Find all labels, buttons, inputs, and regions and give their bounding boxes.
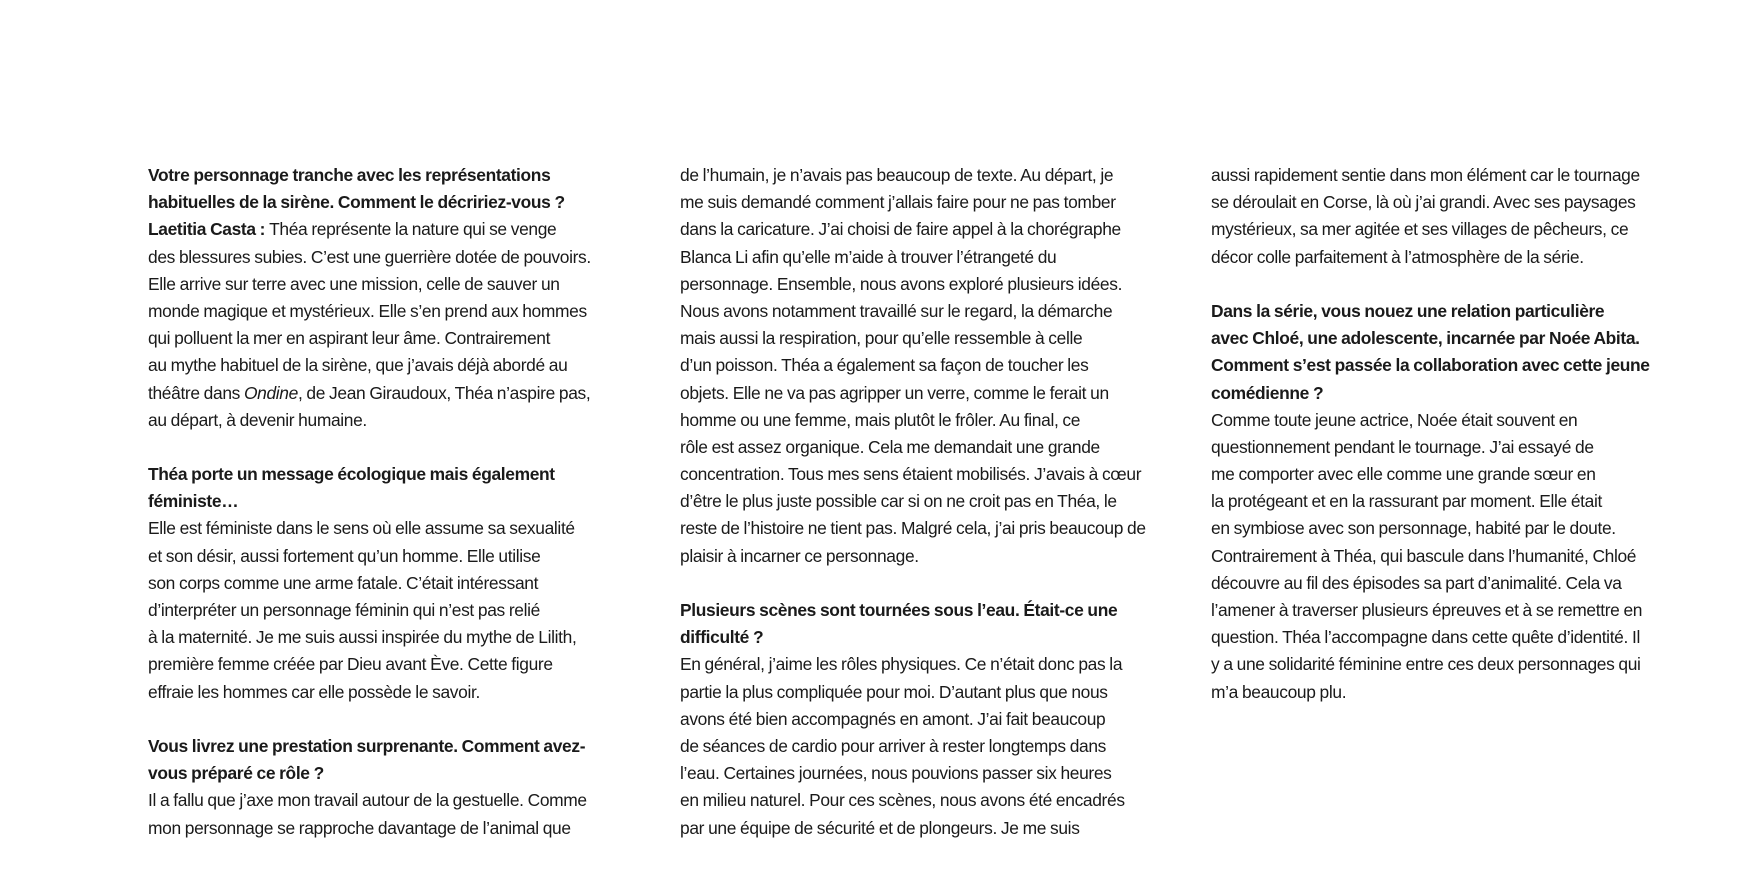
answer-line: première femme créée par Dieu avant Ève. Cette figure (148, 654, 553, 675)
answer-line: mon personnage se rapproche davantage de l’animal que (148, 817, 571, 838)
answer-line: reste de l’histoire ne tient pas. Malgré cela, j’ai pris beaucoup de (680, 518, 1146, 539)
answer-line: de séances de cardio pour arriver à rester longtemps dans (680, 735, 1107, 756)
answer-text: Théa représente la nature qui se venge (269, 219, 557, 240)
question-line: habituelles de la sirène. Comment le décririez-vous ? (148, 192, 565, 213)
question-line: Dans la série, vous nouez une relation particulière (1211, 300, 1605, 321)
answer-line: Elle arrive sur terre avec une mission, celle de sauver un (148, 273, 560, 294)
answer-line: en symbiose avec son personnage, habité par le doute. (1211, 518, 1616, 539)
answer-line: Nous avons notamment travaillé sur le regard, la démarche (680, 300, 1113, 321)
paragraph-gap (680, 570, 1188, 597)
question-line: difficulté ? (680, 627, 764, 648)
answer-line: Contrairement à Théa, qui bascule dans l’humanité, Chloé (1211, 545, 1637, 566)
article-column-2 (680, 162, 1188, 842)
speaker-name: Laetitia Casta : (148, 219, 270, 240)
answer-line: questionnement pendant le tournage. J’ai essayé de (1211, 436, 1594, 457)
question-line: féministe… (148, 491, 239, 512)
question-line: Théa porte un message écologique mais également (148, 464, 555, 485)
question-line: avec Chloé, une adolescente, incarnée par Noée Abita. (1211, 328, 1640, 349)
question-line: Comment s’est passée la collaboration avec cette jeune (1211, 355, 1650, 376)
answer-line: d’un poisson. Théa a également sa façon de toucher les (680, 355, 1089, 376)
answer-line: Comme toute jeune actrice, Noée était souvent en (1211, 409, 1578, 430)
answer-line: personnage. Ensemble, nous avons exploré plusieurs idées. (680, 273, 1123, 294)
answer-line: l’amener à traverser plusieurs épreuves et à se remettre en (1211, 600, 1643, 620)
answer-line: son corps comme une arme fatale. C’était intéressant (148, 572, 539, 593)
question-line: Plusieurs scènes sont tournées sous l’eau. Était-ce une (680, 600, 1118, 620)
question-line: comédienne ? (1211, 382, 1324, 403)
answer-line: mystérieux, sa mer agitée et ses villages de pêcheurs, ce (1211, 219, 1629, 240)
answer-line: En général, j’aime les rôles physiques. Ce n’était donc pas la (680, 654, 1123, 675)
answer-line: de l’humain, je n’avais pas beaucoup de texte. Au départ, je (680, 165, 1114, 185)
answer-line: Il a fallu que j’axe mon travail autour de la gestuelle. Comme (148, 790, 587, 811)
answer-line: aussi rapidement sentie dans mon élément car le tournage (1211, 165, 1640, 185)
answer-line: monde magique et mystérieux. Elle s’en prend aux hommes (148, 300, 587, 321)
answer-line: avons été bien accompagnés en amont. J’ai fait beaucoup (680, 708, 1106, 729)
answer-line: Blanca Li afin qu’elle m’aide à trouver l’étrangeté du (680, 246, 1057, 267)
answer-line: effraie les hommes car elle possède le savoir. (148, 681, 480, 702)
question-line: Votre personnage tranche avec les représentations (148, 165, 551, 185)
answer-line: qui polluent la mer en aspirant leur âme. Contrairement (148, 328, 551, 349)
answer-line: d’interpréter un personnage féminin qui n’est pas relié (148, 600, 540, 620)
answer-line: et son désir, aussi fortement qu’un homme. Elle utilise (148, 545, 541, 566)
paragraph-gap (1211, 271, 1719, 298)
answer-line: me suis demandé comment j’allais faire pour ne pas tomber (680, 192, 1116, 213)
answer-line: décor colle parfaitement à l’atmosphère de la série. (1211, 246, 1584, 267)
answer-line: concentration. Tous mes sens étaient mobilisés. J’avais à cœur (680, 464, 1142, 485)
answer-line: se déroulait en Corse, là où j’ai grandi. Avec ses paysages (1211, 192, 1636, 213)
answer-line (148, 380, 653, 407)
paragraph-gap (148, 706, 653, 733)
question-line: vous préparé ce rôle ? (148, 763, 324, 784)
answer-line: par une équipe de sécurité et de plongeurs. Je me suis (680, 817, 1080, 838)
answer-line: partie la plus compliquée pour moi. D’autant plus que nous (680, 681, 1108, 702)
answer-line: des blessures subies. C’est une guerrière dotée de pouvoirs. (148, 246, 591, 267)
answer-line: objets. Elle ne va pas agripper un verre, comme le ferait un (680, 382, 1109, 403)
answer-line: y a une solidarité féminine entre ces deux personnages qui (1211, 654, 1641, 675)
answer-line: l’eau. Certaines journées, nous pouvions passer six heures (680, 763, 1112, 784)
answer-line: m’a beaucoup plu. (1211, 681, 1347, 702)
answer-line: au départ, à devenir humaine. (148, 409, 367, 430)
answer-line: découvre au fil des épisodes sa part d’animalité. Cela va (1211, 572, 1622, 593)
answer-line: me comporter avec elle comme une grande sœur en (1211, 464, 1596, 485)
answer-line: dans la caricature. J’ai choisi de faire appel à la chorégraphe (680, 219, 1121, 240)
question-line: Vous livrez une prestation surprenante. Comment avez- (148, 735, 586, 756)
answer-line: à la maternité. Je me suis aussi inspirée du mythe de Lilith, (148, 627, 577, 648)
answer-line (148, 216, 653, 243)
answer-line: en milieu naturel. Pour ces scènes, nous avons été encadrés (680, 790, 1125, 811)
answer-line: plaisir à incarner ce personnage. (680, 545, 919, 566)
answer-text: , de Jean Giraudoux, Théa n’aspire pas, (297, 382, 591, 403)
answer-line: question. Théa l’accompagne dans cette quête d’identité. Il (1211, 627, 1640, 648)
paragraph-gap (148, 434, 653, 461)
answer-line: au mythe habituel de la sirène, que j’avais déjà abordé au (148, 355, 568, 376)
play-title: Ondine (243, 382, 298, 403)
article-column-3 (1211, 162, 1719, 706)
answer-line: homme ou une femme, mais plutôt le frôler. Au final, ce (680, 409, 1081, 430)
answer-text: théâtre dans (148, 382, 244, 403)
answer-line: la protégeant et en la rassurant par moment. Elle était (1211, 491, 1602, 512)
answer-line: mais aussi la respiration, pour qu’elle ressemble à celle (680, 328, 1083, 349)
answer-line: Elle est féministe dans le sens où elle assume sa sexualité (148, 518, 575, 539)
article-column-1 (148, 162, 653, 842)
answer-line: rôle est assez organique. Cela me demandait une grande (680, 436, 1100, 457)
answer-line: d’être le plus juste possible car si on ne croit pas en Théa, le (680, 491, 1117, 512)
